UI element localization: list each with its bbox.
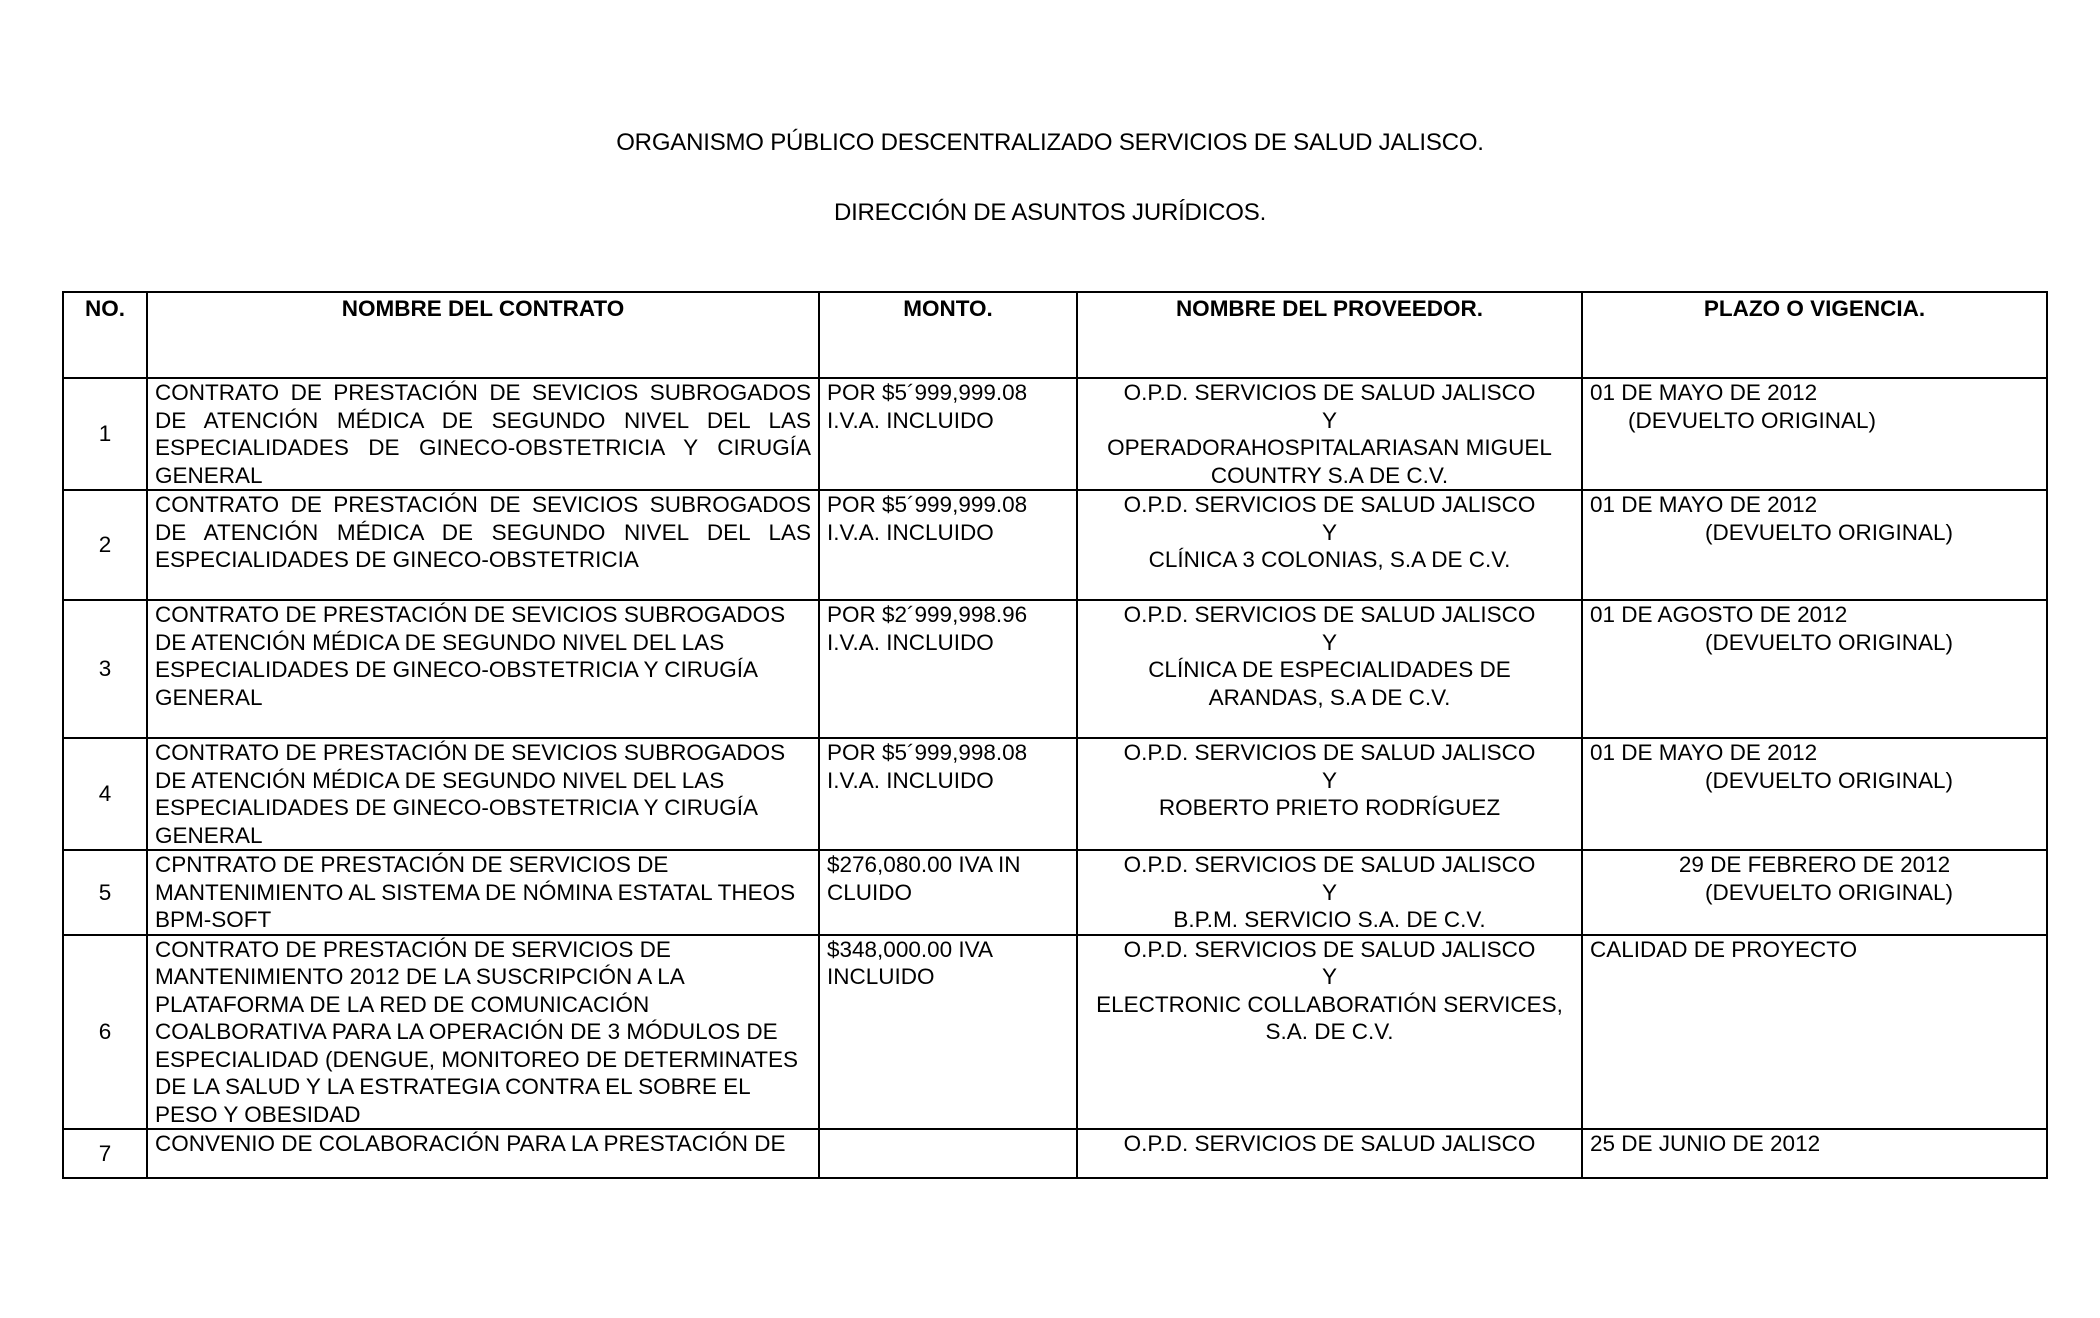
term-line: (DEVUELTO ORIGINAL): [1628, 407, 1876, 433]
provider-line: CLÍNICA 3 COLONIAS, S.A DE C.V.: [1148, 547, 1511, 572]
contract-name: [147, 1129, 819, 1178]
provider-line: ROBERTO PRIETO RODRÍGUEZ: [1158, 795, 1501, 820]
contract-line: CONTRATO DE PRESTACIÓN DE SEVICIOS SUBROGADOS: [155, 380, 811, 405]
provider-line: ARANDAS, S.A DE C.V.: [1208, 684, 1451, 710]
contract-line: DE ATENCIÓN MÉDICA DE SEGUNDO NIVEL DEL LAS: [155, 767, 725, 793]
contract-name: [147, 935, 819, 1130]
row-number: 3: [63, 600, 147, 738]
provider-line: OPERADORAHOSPITALARIASAN MIGUEL: [1107, 435, 1552, 460]
contract-line: MANTENIMIENTO AL SISTEMA DE NÓMINA ESTATAL THEOS: [155, 879, 796, 905]
term: [1582, 490, 2047, 600]
provider-line: Y: [1321, 629, 1337, 655]
contract-line: DE ATENCIÓN MÉDICA DE SEGUNDO NIVEL DEL LAS: [155, 407, 811, 433]
provider-line: Y: [1321, 767, 1337, 793]
contract-line: CPNTRATO DE PRESTACIÓN DE SERVICIOS DE: [155, 852, 669, 877]
contracts-table: [62, 291, 2048, 1179]
provider-line: O.P.D. SERVICIOS DE SALUD JALISCO: [1123, 740, 1536, 765]
term: [1582, 850, 2047, 935]
amount-line: I.V.A. INCLUIDO: [827, 767, 994, 793]
provider-line: Y: [1321, 879, 1337, 905]
provider-line: S.A. DE C.V.: [1265, 1019, 1394, 1044]
term-line: (DEVUELTO ORIGINAL): [1705, 629, 1953, 655]
contract-name: [147, 600, 819, 738]
amount-line: $348,000.00 IVA: [827, 936, 993, 962]
row-number: 2: [63, 490, 147, 600]
provider-line: O.P.D. SERVICIOS DE SALUD JALISCO: [1123, 492, 1536, 517]
provider-line: O.P.D. SERVICIOS DE SALUD JALISCO: [1123, 852, 1536, 877]
contract-line: ESPECIALIDAD (DENGUE, MONITOREO DE DETERMINATES: [155, 1046, 799, 1072]
column-header-contract: NOMBRE DEL CONTRATO: [147, 292, 819, 378]
provider-line: O.P.D. SERVICIOS DE SALUD JALISCO: [1123, 380, 1536, 405]
provider-name: [1077, 1129, 1582, 1178]
amount: [819, 600, 1077, 738]
term: [1582, 1129, 2047, 1178]
amount-line: I.V.A. INCLUIDO: [827, 519, 994, 545]
provider-line: Y: [1321, 407, 1337, 433]
contract-line: CONTRATO DE PRESTACIÓN DE SEVICIOS SUBROGADOS: [155, 492, 811, 517]
table-row: [63, 1129, 2047, 1178]
term-line: 01 DE AGOSTO DE 2012: [1590, 602, 1848, 627]
term-line: 01 DE MAYO DE 2012: [1590, 740, 1818, 765]
provider-name: [1077, 935, 1582, 1130]
provider-name: [1077, 738, 1582, 850]
contract-line: GENERAL: [155, 462, 263, 488]
provider-name: [1077, 850, 1582, 935]
amount: [819, 850, 1077, 935]
column-header-provider: NOMBRE DEL PROVEEDOR.: [1077, 292, 1582, 378]
table-row: [63, 738, 2047, 850]
provider-line: B.P.M. SERVICIO S.A. DE C.V.: [1173, 907, 1486, 932]
contract-line: PESO Y OBESIDAD: [155, 1101, 361, 1127]
contract-line: PLATAFORMA DE LA RED DE COMUNICACIÓN: [155, 991, 650, 1017]
contract-line: CONTRATO DE PRESTACIÓN DE SEVICIOS SUBROGADOS: [155, 740, 786, 765]
provider-name: [1077, 600, 1582, 738]
table-row: [63, 850, 2047, 935]
row-number: 6: [63, 935, 147, 1130]
term-line: 01 DE MAYO DE 2012: [1590, 492, 1818, 517]
table-header-row: [63, 292, 2047, 378]
amount: [819, 378, 1077, 490]
provider-line: O.P.D. SERVICIOS DE SALUD JALISCO: [1123, 602, 1536, 627]
amount-line: $276,080.00 IVA IN: [827, 852, 1021, 877]
table-row: [63, 600, 2047, 738]
column-header-term: PLAZO O VIGENCIA.: [1582, 292, 2047, 378]
amount-line: CLUIDO: [827, 879, 913, 905]
contract-line: GENERAL: [155, 822, 263, 848]
term-line: 01 DE MAYO DE 2012: [1590, 380, 1818, 405]
amount-line: I.V.A. INCLUIDO: [827, 629, 994, 655]
term: [1582, 738, 2047, 850]
amount-line: INCLUIDO: [827, 964, 935, 989]
contract-name: [147, 850, 819, 935]
contract-name: [147, 490, 819, 600]
contract-line: DE ATENCIÓN MÉDICA DE SEGUNDO NIVEL DEL LAS: [155, 519, 811, 545]
table-row: [63, 490, 2047, 600]
provider-line: CLÍNICA DE ESPECIALIDADES DE: [1148, 657, 1511, 682]
amount-line: I.V.A. INCLUIDO: [827, 407, 994, 433]
contract-line: MANTENIMIENTO 2012 DE LA SUSCRIPCIÓN A LA: [155, 964, 685, 989]
contract-line: COALBORATIVA PARA LA OPERACIÓN DE 3 MÓDULOS DE: [155, 1019, 778, 1044]
term-line: 29 DE FEBRERO DE 2012: [1678, 852, 1951, 877]
term-line: 25 DE JUNIO DE 2012: [1590, 1131, 1821, 1156]
amount-line: POR $5´999,998.08: [827, 740, 1028, 765]
amount-line: POR $2´999,998.96: [827, 602, 1028, 627]
amount: [819, 1129, 1077, 1178]
contract-line: DE ATENCIÓN MÉDICA DE SEGUNDO NIVEL DEL LAS: [155, 629, 725, 655]
contract-line: CONTRATO DE PRESTACIÓN DE SEVICIOS SUBROGADOS: [155, 602, 786, 627]
provider-name: [1077, 490, 1582, 600]
provider-line: ELECTRONIC COLLABORATIÓN SERVICES,: [1096, 991, 1563, 1017]
contract-line: CONVENIO DE COLABORACIÓN PARA LA PRESTACIÓN DE: [155, 1131, 786, 1156]
amount-line: POR $5´999,999.08: [827, 380, 1028, 405]
term-line: (DEVUELTO ORIGINAL): [1705, 767, 1953, 793]
term: [1582, 378, 2047, 490]
contract-line: BPM-SOFT: [155, 907, 272, 932]
row-number: 5: [63, 850, 147, 935]
contract-line: ESPECIALIDADES DE GINECO-OBSTETRICIA Y CIRUGÍA: [155, 657, 759, 682]
term: [1582, 600, 2047, 738]
contract-line: CONTRATO DE PRESTACIÓN DE SERVICIOS DE: [155, 936, 671, 962]
term: [1582, 935, 2047, 1130]
contract-name: [147, 738, 819, 850]
row-number: 1: [63, 378, 147, 490]
contract-line: DE LA SALUD Y LA ESTRATEGIA CONTRA EL SOBRE EL: [155, 1074, 751, 1099]
provider-line: O.P.D. SERVICIOS DE SALUD JALISCO: [1123, 1131, 1536, 1156]
direction-title: DIRECCIÓN DE ASUNTOS JURÍDICOS.: [833, 199, 1267, 226]
provider-line: COUNTRY S.A DE C.V.: [1210, 462, 1449, 488]
provider-line: Y: [1321, 519, 1337, 545]
row-number: 7: [63, 1129, 147, 1178]
provider-line: Y: [1321, 964, 1337, 989]
term-line: (DEVUELTO ORIGINAL): [1705, 879, 1953, 905]
provider-line: O.P.D. SERVICIOS DE SALUD JALISCO: [1123, 936, 1536, 962]
column-header-no: NO.: [63, 292, 147, 378]
amount: [819, 738, 1077, 850]
term-line: (DEVUELTO ORIGINAL): [1705, 519, 1953, 545]
amount: [819, 490, 1077, 600]
contract-line: ESPECIALIDADES DE GINECO-OBSTETRICIA: [155, 547, 639, 572]
amount-line: POR $5´999,999.08: [827, 492, 1028, 517]
term-line: CALIDAD DE PROYECTO: [1590, 936, 1858, 962]
provider-name: [1077, 378, 1582, 490]
table-row: [63, 935, 2047, 1130]
contract-line: GENERAL: [155, 684, 263, 710]
contract-name: [147, 378, 819, 490]
organism-title: ORGANISMO PÚBLICO DESCENTRALIZADO SERVICIOS DE SALUD JALISCO.: [616, 129, 1484, 156]
row-number: 4: [63, 738, 147, 850]
contract-line: ESPECIALIDADES DE GINECO-OBSTETRICIA Y CIRUGÍA: [155, 435, 811, 460]
contract-line: ESPECIALIDADES DE GINECO-OBSTETRICIA Y CIRUGÍA: [155, 795, 759, 820]
column-header-amount: MONTO.: [819, 292, 1077, 378]
table-row: [63, 378, 2047, 490]
amount: [819, 935, 1077, 1130]
